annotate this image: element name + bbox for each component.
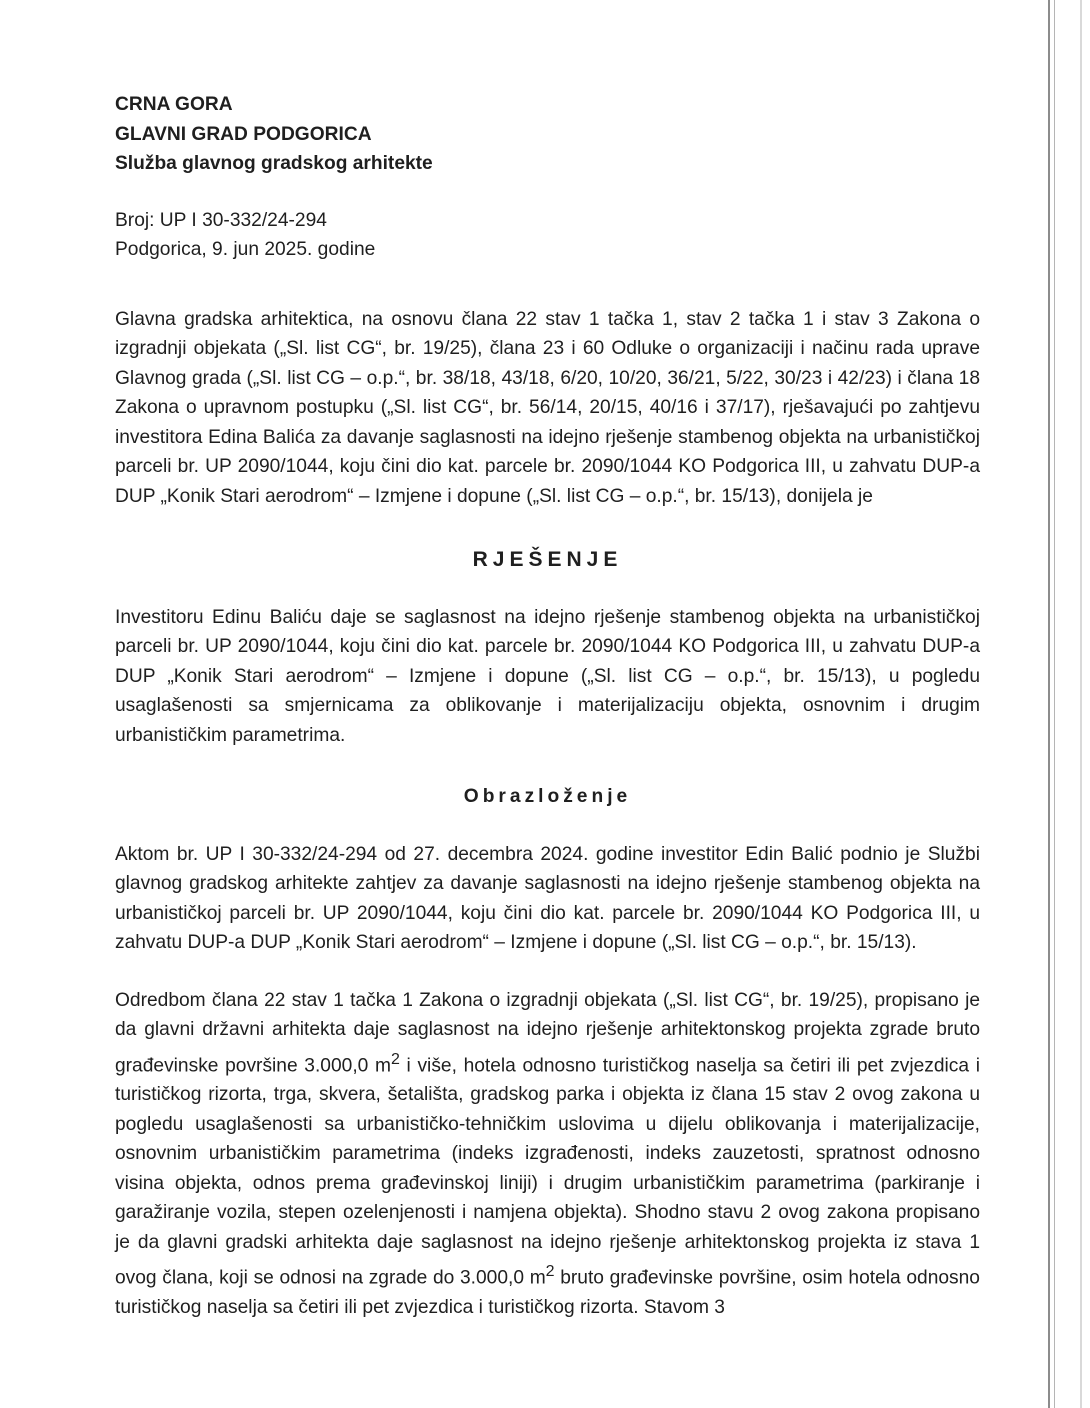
superscript: 2 (390, 1050, 400, 1068)
header-city: GLAVNI GRAD PODGORICA (115, 123, 372, 145)
document-page (115, 90, 980, 1323)
decision-paragraph: Investitoru Edinu Baliću daje se saglasnost na idejno rješenje stambenog objekta na urbanističkoj parceli br. UP 2090/1044, koju čini dio kat. parcele br. 2090/1044 KO Podgorica III, u zahvatu DUP-a DUP „Konik Stari aerodrom“ – Izmjene i dopune („Sl. list CG – o.p.“, br. 15/13), u pogledu usaglašenosti sa smjernicama za oblikovanje i materijalizaciju objekta, osnovnim i drugim urbanističkim parametrima. (115, 606, 980, 746)
preamble-paragraph: Glavna gradska arhitektica, na osnovu člana 22 stav 1 tačka 1, stav 2 tačka 1 i stav 3 Zakona o izgradnji objekata („Sl. list CG“, br. 19/25), člana 23 i 60 Odluke o organizaciji i načinu rada uprave Glavnog grada („Sl. list CG – o.p.“, br. 38/18, 43/18, 6/20, 10/20, 36/21, 5/22, 30/23 i 42/23) i člana 18 Zakona o upravnom postupku („Sl. list CG“, br. 56/14, 20/15, 40/16 i 37/17), rješavajući po zahtjevu investitora Edina Balića za davanje saglasnosti na idejno rješenje stambenog objekta na urbanističkoj parceli br. UP 2090/1044, koju čini dio kat. parcele br. 2090/1044 KO Podgorica III, u zahvatu DUP-a DUP „Konik Stari aerodrom“ – Izmjene i dopune („Sl. list CG – o.p.“, br. 15/13), donijela je (115, 308, 980, 507)
scan-edge-line (1054, 0, 1055, 1408)
paragraph-text: bruto građevinske površine, osim hotela odnosno turističkog naselja sa četiri ili pet zvjezdica i turističkog rizorta. Stavom 3 (115, 1267, 980, 1319)
document-place-date: Podgorica, 9. jun 2025. godine (115, 239, 376, 260)
superscript: 2 (545, 1263, 555, 1281)
reasoning-title: Obrazloženje (463, 786, 632, 807)
decision-title: RJEŠENJE (472, 548, 623, 571)
scan-edge-line (1048, 0, 1050, 1408)
paragraph-text: i više, hotela odnosno turističkog naselja sa četiri ili pet zvjezdica i turističkog rizorta, trga, skvera, šetališta, gradskog parka i objekta iz člana 15 stav 2 ovog zakona u pogledu usaglašenosti sa urbanističko-tehničkim uslovima u dijelu oblikovanja i materijalizacije, osnovnim urbanističkim parametrima (indeks izgrađenosti, indeks zauzetosti, spratnost odnosno visina objekta, odnos prema građevinskoj liniji) i drugim urbanističkim parametrima (parkiranje i garažiranje vozila, stepen ozelenjenosti i namjena objekta). Shodno stavu 2 ovog zakona propisano je da glavni gradski arhitekta daje saglasnost na idejno rješenje arhitektonskog projekta iz stava 1 ovog člana, koji se odnosi na zgrade do 3.000,0 m (115, 1054, 980, 1289)
header-country: CRNA GORA (115, 94, 233, 115)
reasoning-paragraph-1: Aktom br. UP I 30-332/24-294 od 27. decembra 2024. godine investitor Edin Balić podnio je Službi glavnog gradskog arhitekte zahtjev za davanje saglasnosti na idejno rješenje stambenog objekta na urbanističkoj parceli br. UP 2090/1044, koju čini dio kat. parcele br. 2090/1044 KO Podgorica III, u zahvatu DUP-a DUP „Konik Stari aerodrom“ – Izmjene i dopune („Sl. list CG – o.p.“, br. 15/13). (115, 843, 980, 953)
paragraph-text: Odredbom člana 22 stav 1 tačka 1 Zakona o izgradnji objekata („Sl. list CG“, br. 19/25), propisano je da glavni državni arhitekta daje saglasnost na idejno rješenje arhitektonskog projekta zgrade bruto građevinske površine 3.000,0 m (115, 989, 980, 1076)
document-number: Broj: UP I 30-332/24-294 (115, 209, 327, 231)
reasoning-paragraph-2 (115, 986, 980, 1323)
header-office: Služba glavnog gradskog arhitekte (115, 153, 433, 174)
scan-edge-line (1080, 0, 1082, 1408)
